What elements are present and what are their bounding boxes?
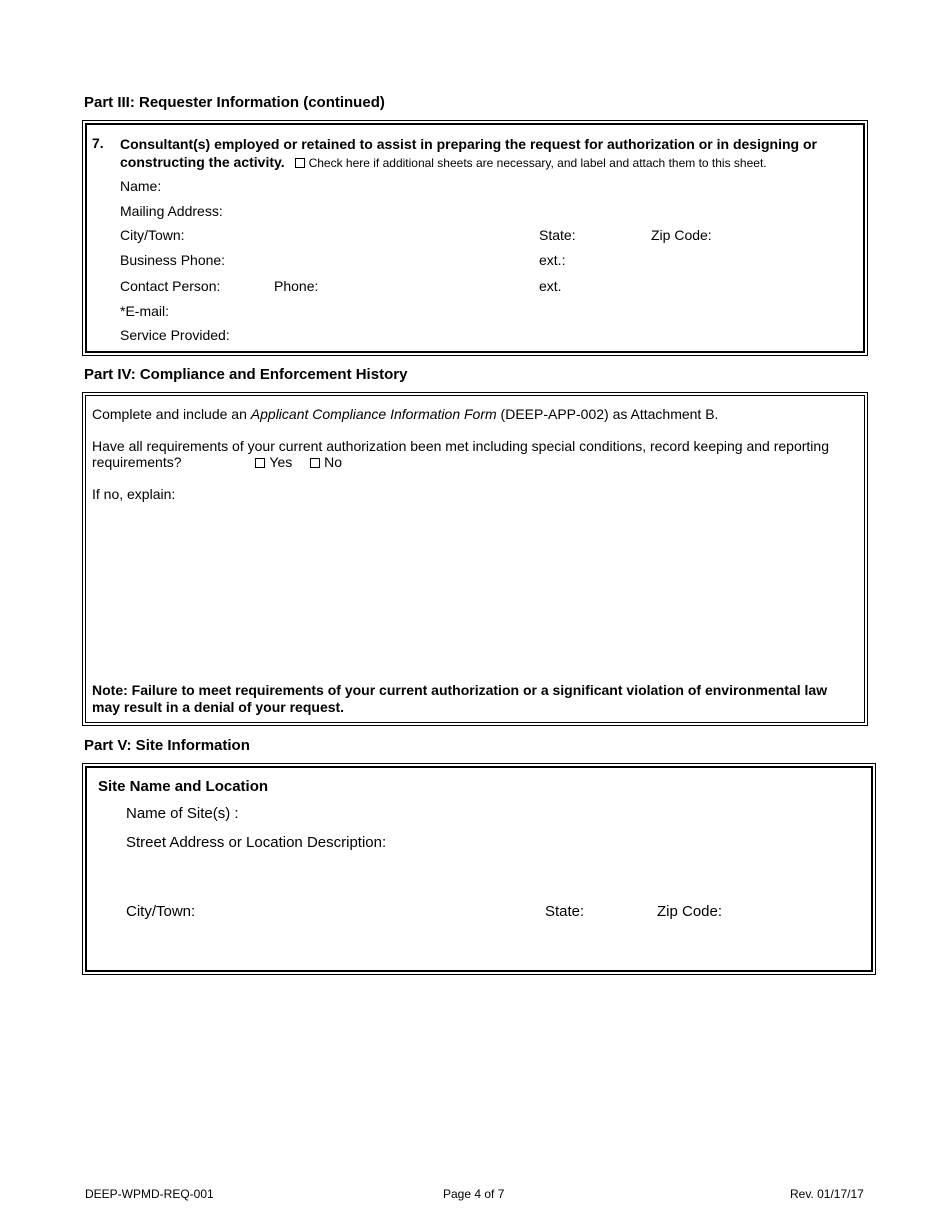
- site-subheading: Site Name and Location: [98, 778, 269, 795]
- business-phone-label: Business Phone:: [120, 252, 226, 268]
- site-zip-code-label: Zip Code:: [657, 903, 723, 920]
- mailing-address-label: Mailing Address:: [120, 203, 223, 219]
- part4-heading: Part IV: Compliance and Enforcement History: [84, 366, 408, 383]
- email-label: *E-mail:: [120, 303, 170, 319]
- compliance-form-title: Applicant Compliance Information Form: [250, 406, 497, 422]
- footer-page-number: Page 4 of 7: [443, 1187, 505, 1201]
- contact-ext-label: ext.: [539, 278, 562, 294]
- yes-checkbox[interactable]: [255, 458, 265, 468]
- additional-sheets-label: Check here if additional sheets are necessary, and label and attach them to this sheet.: [308, 156, 767, 170]
- service-provided-label: Service Provided:: [120, 327, 230, 343]
- item-7-description: [120, 135, 840, 172]
- street-address-label: Street Address or Location Description:: [126, 834, 387, 851]
- contact-phone-label: Phone:: [274, 278, 319, 294]
- item-number: 7.: [92, 135, 104, 151]
- site-name-label: Name of Site(s) :: [126, 805, 239, 822]
- no-label: No: [324, 454, 343, 470]
- business-ext-label: ext.:: [539, 252, 566, 268]
- compliance-note: Note: Failure to meet requirements of your current authorization or a significant violation of environmental law may result in a denial of your request.: [92, 682, 828, 715]
- site-city-town-label: City/Town:: [126, 903, 196, 920]
- part5-section-box: [82, 763, 876, 975]
- additional-sheets-checkbox[interactable]: [295, 158, 305, 168]
- explain-label: If no, explain:: [92, 486, 176, 502]
- part4-section-box: [82, 392, 868, 726]
- part5-heading: Part V: Site Information: [84, 737, 250, 754]
- site-state-label: State:: [545, 903, 585, 920]
- no-checkbox[interactable]: [310, 458, 320, 468]
- item-7-text: Consultant(s) employed or retained to assist in preparing the request for authorization or in designing or constructing the activity.: [120, 136, 817, 170]
- contact-person-label: Contact Person:: [120, 278, 221, 294]
- city-town-label: City/Town:: [120, 227, 185, 243]
- requirements-question: Have all requirements of your current authorization been met including special conditions, record keeping and reporting requirements? Yes No: [92, 438, 829, 470]
- yes-label: Yes: [269, 454, 293, 470]
- consultant-name-label: Name:: [120, 178, 162, 194]
- explain-text-area[interactable]: [92, 505, 852, 665]
- compliance-form-instruction: Complete and include an Applicant Compliance Information Form (DEEP-APP-002) as Attachment B.: [92, 406, 719, 422]
- part3-heading: Part III: Requester Information (continued): [84, 94, 385, 111]
- zip-code-label: Zip Code:: [651, 227, 712, 243]
- footer-form-id: DEEP-WPMD-REQ-001: [85, 1187, 214, 1201]
- footer-revision: Rev. 01/17/17: [790, 1187, 864, 1201]
- part3-section-box: [82, 120, 868, 356]
- state-label: State:: [539, 227, 576, 243]
